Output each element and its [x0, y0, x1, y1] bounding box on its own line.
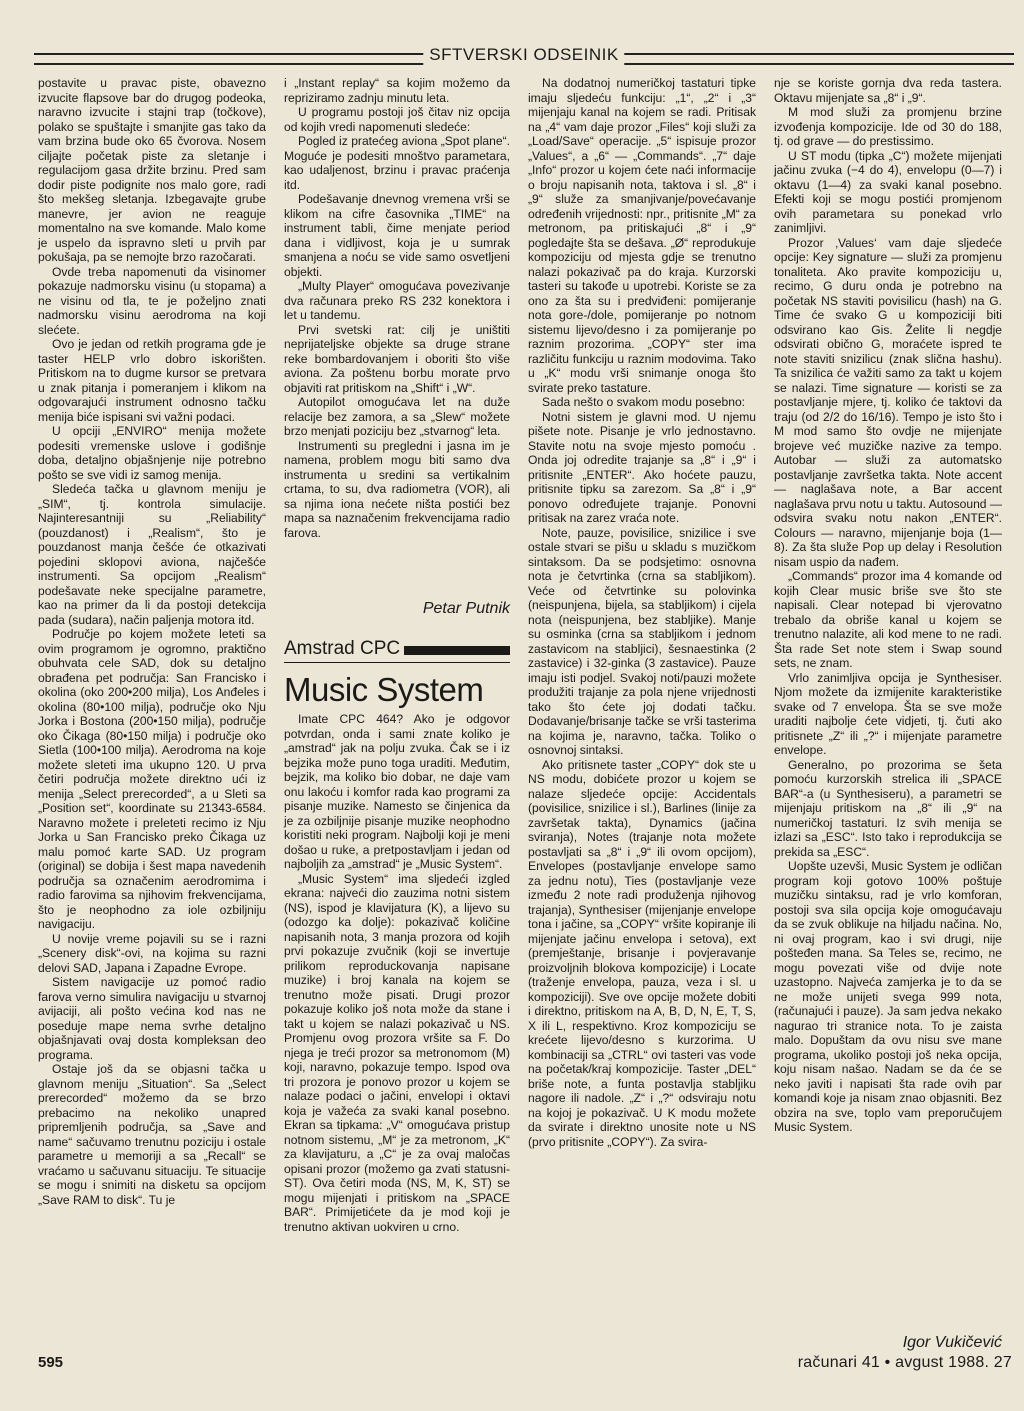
paragraph: Na dodatnoj numeričkoj tastaturi tipke imaju sljedeću funkciju: „1“, „2“ i „3“ mijenjaju kanal na kojem se radi. Pritisak na „4“ vam daje prozor „Files“ koji služi za „Load/Save“ operacije. „5“ ispisuje prozor „Values“, a „6“ — „Commands“. „7“ daje „Info“ prozor u kojem ćete naći informacije o broju napisanih nota, taktova i sl. „8“ i „9“ služe za smanjivanje/povećavanje određenih vrijednosti: npr., pritisnite „M“ za metronom, pa pritiskajući „8“ i „9“ pogledajte šta se dešava. „Ø“ reprodukuje kompoziciju od mjesta gdje se trenutno nalazi pokazivač pa do kraja. Kurzorski tasteri su takođe u upotrebi. Koriste se za ono za šta su i predviđeni: pomijeranje nota gore-/dole, pomijeranje po notnom sistemu lijevo/desno i za pomijeranje po raznim prozorima. „COPY“ ster ima različitu funkciju u raznim modovima. Tako u „K“ modu vrši snimanje onoga što svirate preko tastature. [528, 76, 756, 395]
amstrad-section-bar [284, 638, 510, 662]
paragraph: „Multy Player“ omogućava povezivanje dva računara preko RS 232 konektora i let u tandemu. [284, 279, 510, 322]
section-bar-fill [388, 646, 510, 655]
paragraph: Autopilot omogućava let na duže relacije bez zamora, a sa „Slew“ možete brzo menjati poziciju bez „stvarnog“ leta. [284, 395, 510, 438]
paragraph: „Music System“ ima sljedeći izgled ekrana: najveći dio zauzima notni sistem (NS), ispod je klavijatura (K), a lijevo su (odozgo ka dolje): pokazivač količine napisanih nota, 3 manja prozora od kojih prvi pokazuje zvučnik (koji se invertuje prilikom reproduckovanja napisane muzike) i broj kanala na kojem se trenutno može pisati. Drugi prozor pokazuje koliko još nota može da stane i takt u kojem se nalazi pokazivač u NS. Promjenu ovog prozora vršite sa F. Do njega je treći prozor sa metronomom (M) koji, naravno, pokazuje tempo. Ispod ova tri prozora je ponovo prozor u kojem se nalaze podaci o jačini, envelopi i oktavi koja je važeća za svaki kanal posebno. Ekran sa tipkama: „V“ omogućava pristup notnom sistemu, „M“ je za metronom, „K“ za klavijaturu, a „C“ je za ovaj maločas opisani prozor (možemo ga zvati statusni-ST). Ova četiri moda (NS, M, K, ST) se mogu mijenjati i pritiskom na „SPACE BAR“. Primijetićete da je mod koji je trenutno aktivan uokviren u crno. [284, 871, 510, 1234]
paragraph: U programu postoji još čitav niz opcija od kojih vredi napomenuti sledeće: [284, 105, 510, 134]
paragraph: M mod služi za promjenu brzine izvođenja kompozicije. Ide od 30 do 188, tj. od grave — do prestissimo. [774, 105, 1002, 148]
paragraph: Područje po kojem možete leteti sa ovim programom je ogromno, praktično obuhvata cele SAD, dok su detaljno obrađena pet područja: San Francisko i okolina (oko 200•200 milja), Los Anđeles i okolina (80•100 milja), područje oko Nju Jorka i Bostona (200•150 milja), područje oko Čikaga (80•150 milja) i područje oko Sietla (100•100 milja). Aerodroma na koje možete sleteti ima ukupno 120. U prva četiri područja možete direktno ući iz menija „Select prerecorded“, a u Sleti sa „Position set“, koordinate su 21343-6584. Naravno možete i preleteti recimo iz Nju Jorka u San Francisko preko Čikaga uz malu pomoć karte SAD. Uz program (original) se dobija i šest mapa navedenih područja sa označenim aerodromima i radio farovima sa njihovim frekvencijama, što je neophodno za iole ozbiljniju navigaciju. [38, 627, 266, 931]
section-bar-underline [284, 662, 510, 663]
paragraph: Sistem navigacije uz pomoć radio farova verno simulira navigaciju u stvarnoj avijaciji, ali pošto većina kod nas ne poseduje mape nema svrhe detaljno objašnjavati ovaj dosta kompleksan deo programa. [38, 975, 266, 1062]
paragraph: Notni sistem je glavni mod. U njemu pišete note. Pisanje je vrlo jednostavno. Stavite notu na svoje mjesto pomoću . Onda joj odredite trajanje sa „8“ i „9“ i pritisnite „ENTER“. Ako hoćete pauzu, pritisnite tipku sa zarezom. Sa „8“ i „9“ ponovo određujete trajanje. Ponovni pritisak na zarez vraća note. [528, 409, 756, 525]
column-2-bottom [284, 712, 510, 1372]
paragraph: Ako pritisnete taster „COPY“ dok ste u NS modu, dobićete prozor u kojem se nalaze sljedeće opcije: Accidentals (povisilice, snizilice i sl.), Barlines (linije za završetak takta), Dynamics (jačina sviranja), Notes (trajanje nota možete postavljati sa „8“ i „9“ ili ovom opcijom), Envelopes (postavljanje envelope samo za jednu notu), Ties (postavljanje veze između 2 note radi produženja njihovog trajanja), Synthesiser (mijenjanje envelope tona i jačine, sa „COPY“ vršite kopiranje ili mijenjate jačinu envelopa i setova), ext (premještanje, brisanje i povjeravanje proizvoljnih blokova kompozicije) i Locate (traženje envelopa, pauza, veza i sl. u kompoziciji). Sve ove opcije možete dobiti i direktno, pritiskom na A, B, D, N, E, T, S, X ili L, respektivno. Kroz kompoziciju se krećete lijevo/desno s kurzorima. U kombinaciji sa „CTRL“ ovi tasteri vas vode na početak/kraj kompozicije. Taster „DEL“ briše note, a funta postavlja stabljiku nagore ili nadole. „Z“ i „?“ odsviraju notu na kojoj je pokazivač. U K modu možete da svirate i direktno unosite note u NS (prvo pritisnite „COPY“). Za svira- [528, 757, 756, 1149]
article-headline: Music System [284, 671, 484, 708]
paragraph: U opciji „ENVIRO“ menija možete podesiti vremenske uslove i godišnje doba, detaljno objašnjenje nije potrebno pošto se sve vidi iz samog menija. [38, 424, 266, 482]
paragraph: Generalno, po prozorima se šeta pomoću kurzorskih strelica ili „SPACE BAR“-a (u Synthesiseru), a parametri se mijenjaju pritiskom na „8“ ili „9“ na numeričkoj tastaturi. Iz svih menija se izlazi sa „ESC“. Isto tako i reprodukcija se prekida sa „ESC“. [774, 757, 1002, 859]
paragraph: Imate CPC 464? Ako je odgovor potvrdan, onda i sami znate koliko je „amstrad“ jak na polju zvuka. Čak se i iz bejzika može puno toga uraditi. Međutim, bejzik, ma koliko bio dobar, ne daje vam onu lakoću i komfor rada kao programi za pisanje muzike. Namesto se činjenica da je za ozbiljnije pisanje muzike neophodno koristiti neki program. Najbolji koji je meni došao u ruke, a pretpostavljam i jedan od najboljih za „amstrad“ je „Music System“. [284, 712, 510, 871]
paragraph: Uopšte uzevši, Music System je odličan program koji gotovo 100% poštuje muzičku sintaksu, rad je vrlo komforan, postoji sva sila opcija koje omogućavaju da se zvuk oblikuje na hiljadu načina. No, ni ovaj program, kao i svi drugi, nije pošteđen mana. Sa Teles se, recimo, ne mogu povezati više od dvije note uzastopno. Najveća zamjerka je to da se ne može unijeti svega 999 nota, (računajući i pauze). Ja sam jedva nekako nagurao tri stranice nota. To je zaista malo. Dopuštam da ovu nisu sve mane programa, ukoliko postoji još neka opcija, koju nisam našao. Nadam se da će se neko javiti i napisati šta rade ovih par komandi koje ja nisam znao objasniti. Bez obzira na sve, toplo vam preporučujem Music System. [774, 859, 1002, 1134]
column-3 [528, 76, 756, 1376]
paragraph: Pogled iz pratećeg aviona „Spot plane“. Moguće je podesiti mnoštvo parametara, kao udaljenost, brzinu i pravac praćenja itd. [284, 134, 510, 192]
paragraph: Instrumenti su pregledni i jasna im je namena, problem mogu biti samo dva instrumenta u sredini sa vertikalnim crtama, to su, dva radiometra (VOR), ali sa njima iona nećete ništa postići bez mapa sa naznačenim frekvencijama radio farova. [284, 438, 510, 540]
paragraph: U novije vreme pojavili su se i razni „Scenery disk“-ovi, na kojima su razni delovi SAD, Japana i Zapadne Evrope. [38, 931, 266, 975]
paragraph: i „Instant replay“ sa kojim možemo da repriziramo zadnju minutu leta. [284, 76, 510, 105]
section-header [34, 47, 1014, 69]
paragraph: postavite u pravac piste, obavezno izvucite flapsove bar do drugog podeoka, naravno izvucite i stajni trap (točkove), polako se spuštajte i smanjite gas tako da vam brzina bude oko 65 čvorova. Nosem cilјajte početak piste za sletanje i regulacijom gasa držite brzinu. Pred sam dodir piste podignite nos malo gore, radi što mekšeg sletanja. Izbegavajte grube manevre, jer avion ne reaguje momentalno na sve komande. Malo kome je uspelo da ispravno sleti u prvih par pokušaja, pa se nemojte brzo razočarati. [38, 76, 266, 264]
paragraph: „Commands“ prozor ima 4 komande od kojih Clear music briše sve što ste napisali. Clear notepad bi vjerovatno trebalo da obriše kanal u kojem se trenutno nalazite, ali kod mene to ne radi. Šta rade Set note stem i Swap sound sets, ne znam. [774, 569, 1002, 670]
paragraph: Vrlo zanimljiva opcija je Synthesiser. Njom možete da izmijenite karakteristike svake od 7 envelopa. Šta se sve može uraditi najbolje ćete vidjeti, tj. čuti ako pritisnete „Z“ ili „?“ i mijenjate parametre envelope. [774, 670, 1002, 757]
section-title: SFTVERSKI ODSEINIK [423, 45, 624, 65]
paragraph: nje se koriste gornja dva reda tastera. Oktavu mijenjate sa „8“ i „9“. [774, 76, 1002, 105]
magazine-issue: računari 41 • avgust 1988. [797, 1354, 990, 1371]
paragraph: Prvi svetski rat: cilj je uništiti neprijateljske objekte sa druge strane reke bombardovanjem i oboriti što više aviona. Za poštenu borbu morate prvo objaviti rat pritiskom na „Shift“ i „W“. [284, 322, 510, 395]
paragraph: Prozor ‚Values‘ vam daje sljedeće opcije: Key signature — služi za promjenu tonaliteta. Ako pravite kompoziciju u, recimo, G duru onda je potrebno na početak NS staviti povisilicu (hash) na G. Time će svako G u kompoziciji biti odsvirano kao Gis. Želite li negdje odsvirati obično G, moraćete ispred te note staviti snizilicu (znak slična hashu). Ta snizilica će važiti samo za takt u kojem se nalazi. Time signature — koristi se za postavljanje mjere, tj. koliko će taktovi da traju (od 2/2 do 16/16). Tempo je isto što i M mod samo što ovdje ne mijenjate brojeve već muzičke nazive za tempo. Autobar — služi za automatsko postavljanje završetka takta. Note accent — naglašava note, a Bar accent naglašava prvu notu u taktu. Autosound — odsvira svaku notu nakon „ENTER“. Colours — naravno, mijenjanje boja (1—8). Za šta služe Pop up delay i Resolution nisam uspio da nađem. [774, 235, 1002, 569]
paragraph: Note, pauze, povisilice, snizilice i sve ostale stvari se pišu u skladu s muzičkom sintaksom. Da se podsjetimo: osnovna nota je četvrtinka (crna sa stabljikom). Veće od četvrtinke su polovinka (neispunjena, bijela, sa stabljikom) i cijela nota (neispunjena, bez stabljike). Manje su osminka (crna sa stabljikom i jednom zastavicom na stabljici), šesnaestinka (2 zastavice) i 32-ginka (3 zastavice). Pauze imaju isti podjel. Svakoj noti/pauzi možete produžiti trajanje za pola njene vrijednosti tako što ćete joj dodati tačku. Dodavanje/brisanje tačke se vrši tasterima na kojima je, naravno, tačka. Toliko o osnovnoj sintaksi. [528, 525, 756, 757]
paragraph: Ovde treba napomenuti da visinomer pokazuje nadmorsku visinu (u stopama) a ne visinu od tla, te je poželjno znati nadmorsku visinu aerodroma na koji slećete. [38, 264, 266, 337]
paragraph: Ovo je jedan od retkih programa gde je taster HELP vrlo dobro iskorišten. Pritiskom na to dugme kursor se pretvara u znak pitanja i pomeranjem i klikom na odgovarajući instrument odnosno tačku menija biće ispisani svi važni podaci. [38, 337, 266, 424]
paragraph: Podešavanje dnevnog vremena vrši se klikom na cifre časovnika „TIME“ na instrument tabli, čime menjate period dana i vidljivost, koja je u sumrak smanjena a noću se vide samo osvetljeni objekti. [284, 192, 510, 279]
page-footer [798, 1354, 1012, 1372]
column-2-top [284, 76, 510, 576]
column-1 [38, 76, 266, 1376]
paragraph: Ostaje još da se objasni tačka u glavnom meniju „Situation“. Sa „Select prerecorded“ možemo da se brzo prebacimo na nekoliko unapred pripremljenih područja, sa „Save and name“ sačuvamo trenutnu poziciju i ostale parametre u memoriji a sa „Recall“ se vraćamo u sačuvanu situaciju. Te situacije se mogu i snimiti na disketu sa opcijom „Save RAM to disk“. Tu je [38, 1062, 266, 1207]
author-signature: Petar Putnik [422, 600, 510, 617]
paragraph: Sledeća tačka u glavnom meniju je „SIM“, tj. kontrola simulacije. Najinteresantniji su „Reliability“ (pouzdanost) i „Realism“, što je pouzdanost manja češće će otkazivati pojedini sklopovi aviona, najčešće instrumenti. Sa opcijom „Realism“ podešavate neke specijalne parametre, kao na primer da li da postoji detekcija pada (sudara), način paljenja motora itd. [38, 482, 266, 627]
paragraph: Sada nešto o svakom modu posebno: [542, 395, 746, 409]
author-signature: Igor Vukičević [902, 1334, 1002, 1351]
left-page-number: 595 [38, 1354, 64, 1371]
column-4 [774, 76, 1002, 1376]
right-page-number: 27 [993, 1354, 1012, 1371]
section-label: Amstrad CPC [284, 638, 404, 660]
paragraph: U ST modu (tipka „C“) možete mijenjati jačinu zvuka (−4 do 4), envelopu (0—7) i oktavu (1—4) za svaki kanal posebno. Efekti koji se mogu postići promjenom ovih parametara su ponekad vrlo zanimljivi. [774, 148, 1002, 235]
